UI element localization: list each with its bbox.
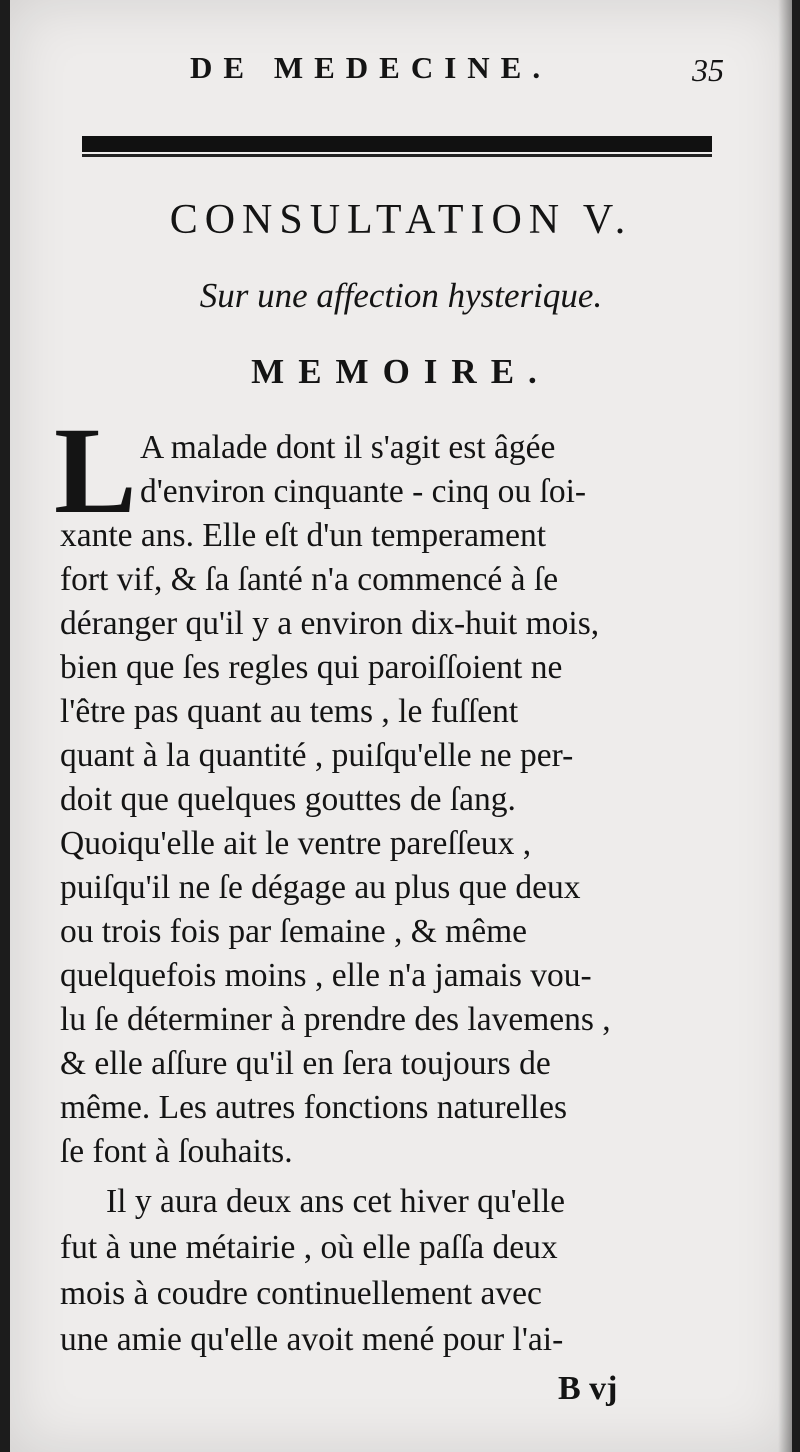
drop-cap: L: [54, 402, 137, 539]
body-line: fort vif, & ſa ſanté n'a commencé à ſe: [60, 561, 559, 598]
body-line: l'être pas quant au tems , le fuſſent: [60, 693, 519, 730]
body-line: ſe font à ſouhaits.: [60, 1133, 293, 1170]
body-line: A malade dont il s'agit est âgée: [140, 429, 556, 466]
running-head: [10, 50, 792, 90]
page-number: 35: [692, 52, 724, 88]
body-line: une amie qu'elle avoit mené pour l'ai-: [60, 1321, 564, 1358]
body-line: ou trois fois par ſemaine , & même: [60, 913, 528, 950]
running-title: DE MEDECINE.: [190, 50, 552, 85]
signature-mark: B vj: [558, 1370, 618, 1407]
consultation-subheading: Sur une affection hysterique.: [199, 276, 603, 315]
body-line: d'environ cinquante - cinq ou ſoi-: [140, 473, 587, 510]
body-line: fut à une métairie , où elle paſſa deux: [60, 1229, 558, 1266]
body-line: & elle aſſure qu'il en ſera toujours de: [60, 1045, 551, 1082]
consultation-heading: CONSULTATION V.: [169, 197, 633, 243]
body-line: xante ans. Elle eſt d'un temperament: [60, 517, 547, 554]
ornamental-rule: [82, 136, 712, 152]
body-line: Quoiqu'elle ait le ventre pareſſeux ,: [60, 825, 532, 862]
body-line: doit que quelques gouttes de ſang.: [60, 781, 516, 818]
section-title: MEMOIRE.: [251, 352, 551, 391]
body-line: même. Les autres fonctions naturelles: [60, 1089, 567, 1126]
body-line: Il y aura deux ans cet hiver qu'elle: [106, 1183, 566, 1220]
body-line: puiſqu'il ne ſe dégage au plus que deux: [60, 869, 581, 906]
book-page: [10, 0, 792, 1452]
body-line: lu ſe déterminer à prendre des lavemens ,: [60, 1001, 611, 1038]
body-line: déranger qu'il y a environ dix-huit mois,: [60, 605, 600, 642]
body-line: quelquefois moins , elle n'a jamais vou-: [60, 957, 592, 994]
body-line: quant à la quantité , puiſqu'elle ne per-: [60, 737, 574, 774]
body-line: mois à coudre continuellement avec: [60, 1275, 542, 1312]
body-line: bien que ſes regles qui paroiſſoient ne: [60, 649, 563, 686]
ornamental-rule-thin: [82, 154, 712, 157]
